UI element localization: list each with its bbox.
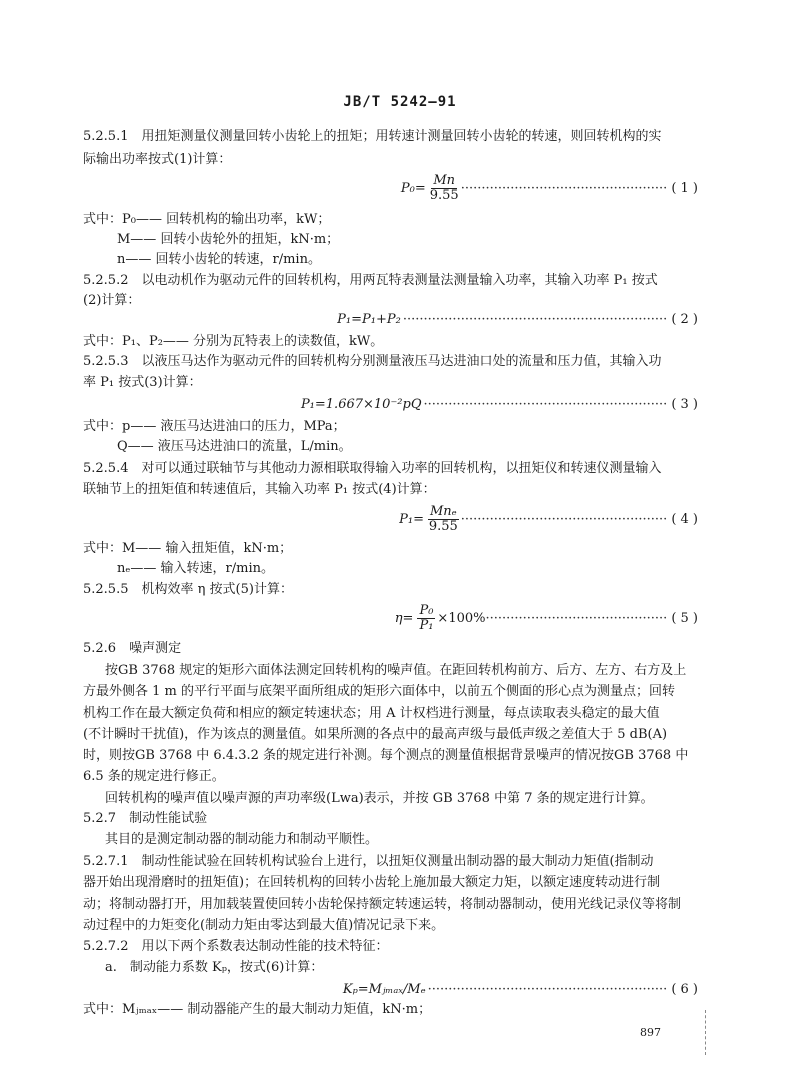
eq4-denominator: 9.55 <box>428 519 458 534</box>
eq5-lhs: η= <box>394 610 414 626</box>
clause-5-2-5-1-line2: 际输出功率按式(1)计算： <box>83 152 232 167</box>
eq1-denominator: 9.55 <box>429 188 459 203</box>
clause-5-2-7-1-line3: 动；将制动器打开，用加载装置使回转小齿轮保持额定转速运转，将制动器制动，使用光线记录仪等将制 <box>83 897 682 912</box>
clause-5-2-7-1-line4: 动过程中的力矩变化(制动力矩由零达到最大值)情况记录下来。 <box>83 918 445 933</box>
equation-1 <box>401 174 698 203</box>
noise-power-level: 回转机构的噪声值以噪声源的声功率级(Lwa)表示，并按 GB 3768 中第 7 条的规定进行计算。 <box>105 791 654 806</box>
where-p: 式中：p—— 液压马达进油口的压力，MPa； <box>83 419 346 434</box>
eq1-leader-dots: ·················································· <box>460 180 668 196</box>
noise-para-line5: 时，则按GB 3768 中 6.4.3.2 条的规定进行补测。每个测点的测量值根据背景噪声的情况按GB 3768 中 <box>83 748 689 763</box>
noise-para-line2: 方最外侧各 1 m 的平行平面与底架平面所组成的矩形六面体中，以前五个侧面的形心点为测量点；回转 <box>83 684 675 699</box>
noise-para-line6: 6.5 条的规定进行修正。 <box>83 769 225 784</box>
eq4-lhs: P₁= <box>399 511 424 527</box>
eq3-number: ( 3 ) <box>671 397 698 412</box>
clause-5-2-7-1-line2: 器开始出现滑磨时的扭矩值)；在回转机构的回转小齿轮上施加最大额定力矩，以额定速度转动进行制 <box>83 875 661 890</box>
clause-5-2-5-3-line1: 5.2.5.3 以液压马达作为驱动元件的回转机构分别测量液压马达进油口处的流量和压力值，其输入功 <box>83 354 662 369</box>
eq5-fraction <box>417 604 435 633</box>
clause-5-2-7-1-line1: 5.2.7.1 制动性能试验在回转机构试验台上进行，以扭矩仪测量出制动器的最大制动力矩值(指制动 <box>83 854 654 869</box>
eq1-number: ( 1 ) <box>671 180 698 196</box>
eq5-numerator: P₀ <box>419 603 434 618</box>
clause-5-2-7-2: 5.2.7.2 用以下两个系数表达制动性能的技术特征： <box>83 939 389 954</box>
equation-2 <box>337 311 698 329</box>
where-p1-p2: 式中：P₁、P₂—— 分别为瓦特表上的读数值，kW。 <box>83 334 384 349</box>
eq2-number: ( 2 ) <box>671 312 698 327</box>
eq2-leader-dots: ································································ <box>402 312 668 327</box>
clause-5-2-5-4-line2: 联轴节上的扭矩值和转速值后，其输入功率 P₁ 按式(4)计算： <box>83 482 436 497</box>
where-M: M—— 回转小齿轮外的扭矩，kN·m； <box>117 232 340 247</box>
clause-5-2-5-2-line2: (2)计算： <box>83 293 141 308</box>
brake-purpose: 其目的是测定制动器的制动能力和制动平顺性。 <box>105 832 379 847</box>
where-Q: Q—— 液压马达进油口的流量，L/min。 <box>117 439 352 454</box>
section-5-2-7-heading: 5.2.7 制动性能试验 <box>83 811 208 826</box>
clause-5-2-5-1-line1: 5.2.5.1 用扭矩测量仪测量回转小齿轮上的扭矩；用转速计测量回转小齿轮的转速，则回转机构的实 <box>83 129 662 144</box>
eq1-numerator: Mn <box>433 173 456 188</box>
section-5-2-6-heading: 5.2.6 噪声测定 <box>83 641 182 656</box>
eq5-tail: ×100% <box>437 610 486 626</box>
eq2-expression: P₁=P₁+P₂ <box>337 312 401 327</box>
eq5-number: ( 5 ) <box>671 610 698 626</box>
page-number: 897 <box>640 1026 661 1039</box>
eq5-denominator: P₁ <box>419 618 434 633</box>
eq5-leader-dots: ············································ <box>485 610 668 626</box>
clause-5-2-5-5: 5.2.5.5 机构效率 η 按式(5)计算： <box>83 582 293 597</box>
clause-5-2-5-2-line1: 5.2.5.2 以电动机作为驱动元件的回转机构，用两瓦特表测量法测量输入功率，其输入功率 P₁ 按式 <box>83 273 658 288</box>
equation-6 <box>343 981 698 999</box>
item-a-braking-coefficient: a. 制动能力系数 Kₚ，按式(6)计算： <box>105 960 324 975</box>
clause-5-2-5-3-line2: 率 P₁ 按式(3)计算： <box>83 375 202 390</box>
noise-para-line1: 按GB 3768 规定的矩形六面体法测定回转机构的噪声值。在距回转机构前方、后方、左方、右方及上 <box>105 663 687 678</box>
where-ne: nₑ—— 输入转速，r/min。 <box>117 561 274 576</box>
standard-header: JB/T 5242—91 <box>343 94 457 110</box>
eq3-leader-dots: ··························································· <box>423 397 668 412</box>
eq4-numerator: Mnₑ <box>429 504 457 519</box>
where-M-input: 式中：M—— 输入扭矩值，kN·m； <box>83 541 293 556</box>
where-p0: 式中：P₀—— 回转机构的输出功率，kW； <box>83 212 331 227</box>
eq4-number: ( 4 ) <box>671 511 698 527</box>
where-n: n—— 回转小齿轮的转速，r/min。 <box>117 252 321 267</box>
noise-para-line3: 机构工作在最大额定负荷和相应的额定转速状态；用 A 计权档进行测量，每点读取表头稳定的最大值 <box>83 706 660 721</box>
equation-3 <box>301 396 698 414</box>
clause-5-2-5-4-line1: 5.2.5.4 对可以通过联轴节与其他动力源相联取得输入功率的回转机构，以扭矩仪和转速仪测量输入 <box>83 461 662 476</box>
eq1-lhs: P₀= <box>400 180 426 196</box>
where-Mjmax: 式中：Mⱼₘₐₓ—— 制动器能产生的最大制动力矩值，kN·m； <box>83 1002 432 1017</box>
eq6-expression: Kₚ=Mⱼₘₐₓ/Mₑ <box>342 982 426 997</box>
eq1-fraction <box>430 174 459 203</box>
eq4-fraction <box>428 505 459 534</box>
equation-5 <box>395 604 698 633</box>
noise-para-line4: (不计瞬时干扰值)，作为该点的测量值。如果所测的各点中的最高声级与最低声级之差值大于 5 dB(A) <box>83 727 668 742</box>
equation-4 <box>399 505 698 534</box>
eq4-leader-dots: ·················································· <box>460 511 668 527</box>
scan-margin-rule <box>705 1010 707 1055</box>
eq6-number: ( 6 ) <box>671 982 698 997</box>
eq6-leader-dots: ·························································· <box>427 982 668 997</box>
eq3-expression: P₁=1.667×10⁻²pQ <box>300 397 422 412</box>
